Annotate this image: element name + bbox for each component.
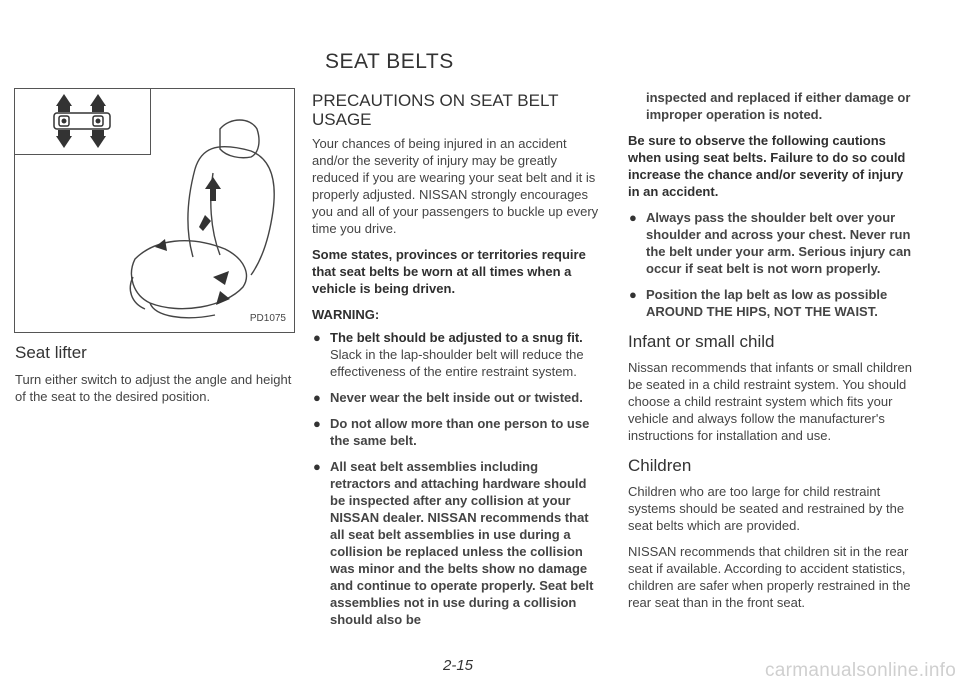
precautions-intro: Your chances of being injured in an accident and/or the severity of injury may be greatly reduced if you are wearing your seat belt and it is properly adjusted. NISSAN strongly encourages you and all of your passengers to buckle up every time you drive.	[312, 136, 599, 236]
infant-text: Nissan recommends that infants or small children be seated in a child restraint system. You should choose a child restraint system which fits your vehicle and always follow the manufacturer's instructions for installation and use.	[628, 360, 912, 443]
precautions-heading: PRECAUTIONS ON SEAT BELT USAGE	[312, 91, 559, 129]
bullet-shoulder-belt	[628, 209, 918, 277]
bullet-text: Slack in the lap-shoulder belt will reduce the effectiveness of the entire restraint system.	[330, 347, 584, 379]
bullet-bold-text: The belt should be adjusted to a snug fit.	[330, 330, 583, 345]
watermark: carmanualsonline.info	[765, 660, 957, 681]
bullet-dot: ●	[313, 416, 321, 431]
bullet-text: Never wear the belt inside out or twisted.	[330, 390, 583, 405]
children-text-1: Children who are too large for child restraint systems should be seated and restrained by the seat belts which are provided.	[628, 484, 905, 533]
seat-illustration	[15, 89, 296, 334]
children-text-2: NISSAN recommends that children sit in the rear seat if available. According to accident statistics, children are safer when properly restrained in the rear seat than in the front seat.	[628, 544, 911, 610]
bullet-snug-fit	[312, 329, 602, 380]
bullet-text: Position the lap belt as low as possible AROUND THE HIPS, NOT THE WAIST.	[646, 287, 888, 319]
bullet-text: Always pass the shoulder belt over your shoulder and across your chest. Never run the belt under your arm. Serious injury can occur if seat belt is not worn properly.	[646, 210, 912, 276]
page-number: 2-15	[443, 657, 474, 674]
seat-lifter-figure	[14, 88, 295, 333]
warning-label: WARNING:	[312, 307, 380, 322]
seat-lifter-text: Turn either switch to adjust the angle and height of the seat to the desired position.	[15, 372, 292, 404]
bullet-dot: ●	[313, 330, 321, 345]
bullet-text: All seat belt assemblies including retractors and attaching hardware should be inspected after any collision at your NISSAN dealer. NISSAN recommends that all seat belt assemblies in use during a collision be replaced unless the collision was minor and the belts show no damage and continue to operate properly. Seat belt assemblies not in use during a collision should also be	[330, 459, 594, 627]
bullet-dot: ●	[629, 287, 637, 302]
seat-lifter-heading: Seat lifter	[15, 343, 87, 362]
bullet-dot: ●	[629, 210, 637, 225]
bullet-text: Do not allow more than one person to use the same belt.	[330, 416, 590, 448]
caution-intro: Be sure to observe the following cautions when using seat belts. Failure to do so could increase the chance and/or severity of injury in an accident.	[628, 133, 906, 199]
figure-code: PD1075	[249, 313, 286, 324]
bullet-text: inspected and replaced if either damage or improper operation is noted.	[646, 90, 911, 122]
children-heading: Children	[628, 456, 692, 475]
right-column	[628, 91, 918, 620]
bullet-dot: ●	[313, 390, 321, 405]
bullet-dot: ●	[313, 459, 321, 474]
bullet-assemblies	[312, 458, 602, 628]
bullet-lap-belt	[628, 286, 918, 320]
continued-text	[628, 89, 918, 123]
middle-column	[312, 91, 602, 637]
infant-heading: Infant or small child	[628, 332, 775, 351]
bullet-one-person	[312, 415, 602, 449]
page-title: SEAT BELTS	[325, 50, 454, 73]
states-note: Some states, provinces or territories require that seat belts be worn at all times when a vehicle is being driven.	[312, 247, 586, 296]
bullet-inside-out	[312, 389, 602, 406]
